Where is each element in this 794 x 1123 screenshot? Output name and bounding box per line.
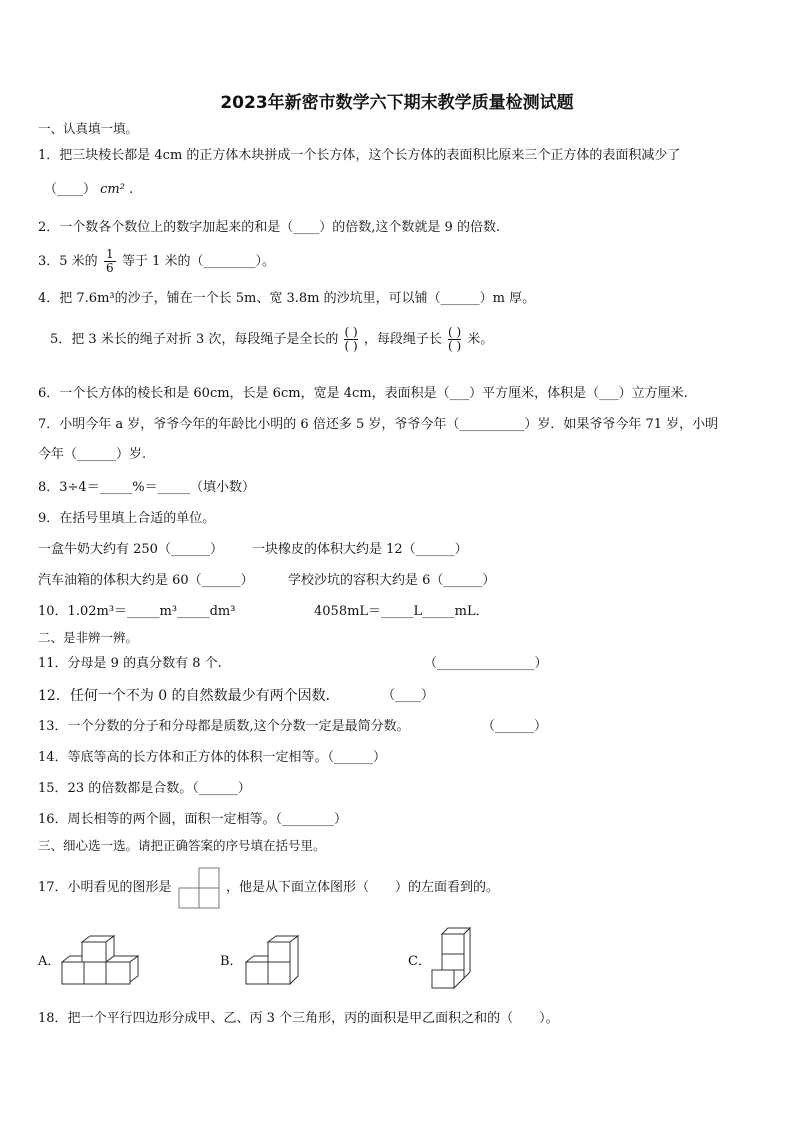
- question-4: 4．把 7.6m³的沙子，铺在一个长 5m、宽 3.8m 的沙坑里，可以铺（______）m 厚。: [38, 291, 536, 306]
- question-9b: 一块橡皮的体积大约是 12（______）: [252, 542, 468, 557]
- question-3: [38, 248, 275, 275]
- fraction-denominator: ( ): [344, 339, 358, 353]
- question-10b: 4058mL＝_____L_____mL．: [314, 604, 489, 619]
- question-5-middle: ，每段绳子长: [363, 332, 442, 347]
- question-5-suffix: 米。: [467, 332, 494, 347]
- question-5: [50, 326, 493, 353]
- question-12: 12．任何一个不为 0 的自然数最少有两个因数．: [38, 688, 340, 704]
- fraction-denominator: ( ): [447, 339, 462, 353]
- question-12-answer[interactable]: （____）: [382, 688, 435, 703]
- section-3-heading: 三、细心选一选。请把正确答案的序号填在括号里。: [38, 838, 326, 853]
- question-9d: 学校沙坑的容积大约是 6（______）: [288, 573, 496, 588]
- option-c-label[interactable]: C．: [408, 954, 431, 969]
- page-title: 2023年新密市数学六下期末教学质量检测试题: [220, 93, 574, 113]
- left-view-figure: [178, 866, 222, 910]
- question-2: 2．一个数各个数位上的数字加起来的和是（____）的倍数,这个数就是 9 的倍数.: [38, 220, 501, 235]
- unit-label: cm²: [100, 182, 125, 197]
- question-16: 16．周长相等的两个圆，面积一定相等。（________）: [38, 812, 348, 827]
- fraction-blank-2[interactable]: [448, 326, 461, 353]
- fraction-denominator: 6: [106, 261, 114, 275]
- fraction-numerator: 1: [106, 247, 114, 261]
- question-8: 8．3÷4＝_____%＝_____（填小数）: [38, 480, 256, 495]
- question-7-line-2: 今年（______）岁.: [38, 447, 147, 462]
- question-11-answer[interactable]: （_______________）: [424, 656, 548, 671]
- question-1-line-2: [44, 182, 133, 198]
- question-14: 14．等底等高的长方体和正方体的体积一定相等。（______）: [38, 750, 387, 765]
- question-11: 11．分母是 9 的真分数有 8 个.: [38, 656, 222, 671]
- option-c-cube-figure[interactable]: [428, 926, 478, 992]
- fraction-blank-1[interactable]: [344, 326, 357, 353]
- question-7-line-1: 7．小明今年 a 岁，爷爷今年的年龄比小明的 6 倍还多 5 岁，爷爷今年（__________）岁．如果爷爷今年 71 岁，小明: [38, 417, 719, 432]
- question-5-prefix: 5．把 3 米长的绳子对折 3 次，每段绳子是全长的: [50, 332, 339, 347]
- question-18: 18．把一个平行四边形分成甲、乙、丙 3 个三角形，丙的面积是甲乙面积之和的（ ）。: [38, 1011, 559, 1026]
- fraction-numerator: ( ): [344, 325, 358, 339]
- option-a-cube-figure[interactable]: [60, 932, 142, 990]
- question-9c: 汽车油箱的体积大约是 60（______）: [38, 573, 254, 588]
- question-15: 15．23 的倍数都是合数。（______）: [38, 781, 251, 796]
- question-3-prefix: 3．5 米的: [38, 254, 98, 269]
- section-2-heading: 二、是非辨一辨。: [38, 630, 139, 645]
- section-1-heading: 一、认真填一填。: [38, 121, 139, 136]
- question-13-answer[interactable]: （______）: [482, 719, 548, 734]
- fraction-numerator: ( ): [447, 325, 462, 339]
- option-b-label[interactable]: B．: [220, 954, 243, 969]
- question-9a: 一盒牛奶大约有 250（______）: [38, 542, 223, 557]
- option-a-label[interactable]: A．: [38, 954, 61, 969]
- question-13: 13．一个分数的分子和分母都是质数,这个分数一定是最简分数。: [38, 719, 410, 734]
- answer-blank[interactable]: （____）: [44, 182, 97, 197]
- punctuation: .: [129, 182, 134, 197]
- question-10a: 10．1.02m³＝_____m³_____dm³: [38, 604, 236, 619]
- question-1-line-1: 1．把三块棱长都是 4cm 的正方体木块拼成一个长方体，这个长方体的表面积比原来三个正方体的表面积减少了: [38, 148, 681, 163]
- question-3-suffix: 等于 1 米的（________）。: [121, 254, 276, 269]
- question-9: 9．在括号里填上合适的单位。: [38, 511, 216, 526]
- option-b-cube-figure[interactable]: [244, 932, 302, 990]
- question-6: 6．一个长方体的棱长和是 60cm，长是 6cm，宽是 4cm，表面积是（___）平方厘米，体积是（___）立方厘米.: [38, 386, 688, 401]
- question-17-prefix: 17．小明看见的图形是: [38, 880, 172, 895]
- question-17-suffix: ，他是从下面立体图形（ ）的左面看到的。: [226, 880, 500, 895]
- fraction-one-sixth: [104, 248, 116, 275]
